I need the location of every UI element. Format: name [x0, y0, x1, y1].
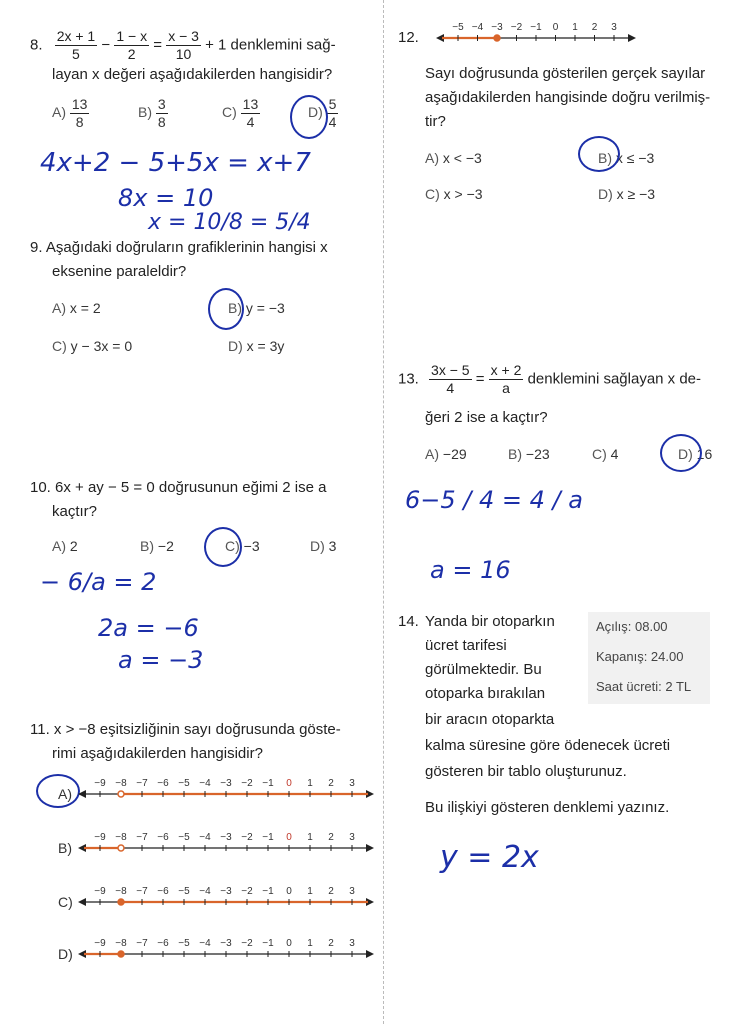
q14-prompt: Bu ilişkiyi gösteren denklemi yazınız. — [425, 799, 670, 816]
q11-line-b-tick-label: −5 — [178, 832, 190, 843]
q11-line-c-tick-label: −6 — [157, 886, 169, 897]
q11-option-b-label[interactable]: B) — [58, 840, 72, 856]
q11-line-b-tick-label: −9 — [94, 832, 106, 843]
q13-frac1: $\frac{3x - 5}{4}$ — [431, 362, 470, 396]
q9-line2: eksenine paraleldir? — [52, 263, 187, 280]
q11-line-a-tick-label: −4 — [199, 778, 211, 789]
q8-option-a[interactable]: A) $\frac{13}{8}$ — [52, 96, 88, 130]
q12-line2: aşağıdakilerden hangisinde doğru verilmiş- — [425, 89, 711, 106]
q11-line-a-tick-label: −7 — [136, 778, 148, 789]
q11-line-b-tick-label: 0 — [286, 832, 292, 843]
q11-line-a-tick-label: −2 — [241, 778, 253, 789]
q9-option-d[interactable]: D) x = 3y — [228, 338, 285, 354]
q12-number-line — [430, 14, 650, 50]
q11-line-a-tick-label: 3 — [349, 778, 355, 789]
q14-line7: gösteren bir tablo oluşturunuz. — [425, 763, 627, 780]
q11-line-d-tick-label: −5 — [178, 938, 190, 949]
q11-line-c-tick-label: 0 — [286, 886, 292, 897]
q11-line-c-endpoint — [118, 899, 124, 905]
q8-option-d[interactable]: D) $\frac{5}{4}$ — [308, 96, 337, 130]
q12-line-endpoint — [494, 35, 500, 41]
q11-line-d-tick-label: −1 — [262, 938, 274, 949]
q13-stem: 13. $\frac{3x - 5}{4}$ = $\frac{x + 2}{a}$ denklemini sağlayan x de- — [398, 362, 702, 396]
q11-line2: rimi aşağıdakilerden hangisidir? — [52, 745, 263, 762]
q12-line-tick-label: −3 — [491, 22, 503, 33]
q11-option-a-label[interactable]: A) — [58, 786, 72, 802]
tariff-closing: Kapanış: 24.00 — [596, 649, 684, 664]
q11-line-c-tick-label: 2 — [328, 886, 334, 897]
q11-line-a-endpoint — [118, 791, 124, 797]
q11-line-a-tick-label: −8 — [115, 778, 127, 789]
q11-line-b-tick-label: −1 — [262, 832, 274, 843]
q11-line1: 11. x > −8 eşitsizliğinin sayı doğrusunda göste- — [30, 721, 341, 738]
q8-number: 8. — [30, 36, 43, 54]
q9-option-a[interactable]: A) x = 2 — [52, 300, 101, 316]
q11-line-b-tick-label: 1 — [307, 832, 313, 843]
q12-line-tick-label: −1 — [530, 22, 542, 33]
q11-line-d-tick-label: −8 — [115, 938, 127, 949]
q11-line-b-tick-label: −4 — [199, 832, 211, 843]
q11-line-b-tick-label: −6 — [157, 832, 169, 843]
q11-line-a-arrow-left — [78, 790, 86, 798]
q10-work-line1: − 6/a = 2 — [40, 568, 157, 596]
q11-line-c-tick-label: 3 — [349, 886, 355, 897]
q14-number: 14. — [398, 613, 419, 630]
q11-line-c-tick-label: −7 — [136, 886, 148, 897]
q12-line-arrow-right — [628, 34, 636, 42]
q12-line-tick-label: −4 — [471, 22, 484, 33]
q14-line2: ücret tarifesi — [425, 637, 507, 654]
q11-option-d-label[interactable]: D) — [58, 946, 73, 962]
q10-work-line3: a = −3 — [118, 646, 204, 674]
q12-answer-circle — [578, 136, 620, 172]
q10-work-line2: 2a = −6 — [98, 614, 199, 642]
q14-line4: otoparka bırakılan — [425, 685, 546, 702]
q11-line-a-tick-label: 1 — [307, 778, 313, 789]
q11-line-a-tick-label: −1 — [262, 778, 274, 789]
q11-line-b-arrow-right — [366, 844, 374, 852]
parking-tariff-box — [588, 612, 710, 704]
q11-line-c-tick-label: −4 — [199, 886, 211, 897]
q8-work-line1: 4x+2 − 5+5x = x+7 — [40, 148, 311, 178]
q11-line-b-tick-label: −8 — [115, 832, 127, 843]
q11-answer-circle — [36, 774, 80, 808]
q11-line-b-tick-label: −2 — [241, 832, 253, 843]
q11-line-d-tick-label: −3 — [220, 938, 232, 949]
q14-line5: bir aracın otoparkta — [425, 711, 555, 728]
q8-frac1: $\frac{2x + 1}{5}$ — [56, 28, 96, 62]
q11-line-b-tick-label: −3 — [220, 832, 232, 843]
q8-line2: layan x değeri aşağıdakilerden hangisidir? — [52, 66, 333, 83]
q14-answer: y = 2x — [440, 840, 539, 875]
q11-line-d-tick-label: 0 — [286, 938, 292, 949]
q13-answer-circle — [660, 434, 702, 472]
q11-line-b-tick-label: 2 — [328, 832, 334, 843]
q10-option-d[interactable]: D) 3 — [310, 538, 337, 554]
q8-work-line2: 8x = 10 — [118, 184, 214, 212]
q13-work-line2: a = 16 — [430, 556, 511, 584]
q11-number-lines — [78, 770, 378, 970]
q11-line-d-endpoint — [118, 951, 124, 957]
q8-work-line3: x = 10/8 = 5/4 — [148, 210, 311, 235]
q12-option-d[interactable]: D) x ≥ −3 — [598, 186, 656, 202]
tariff-opening: Açılış: 08.00 — [596, 619, 668, 634]
q14-line3: görülmektedir. Bu — [425, 661, 542, 678]
q13-option-c[interactable]: C) 4 — [592, 446, 619, 462]
column-divider — [383, 0, 384, 1024]
q12-line3: tir? — [425, 113, 446, 130]
q12-line1: Sayı doğrusunda gösterilen gerçek sayılar — [425, 65, 706, 82]
q8-option-b[interactable]: B) $\frac{3}{8}$ — [138, 96, 166, 130]
q11-line-c-tick-label: −5 — [178, 886, 190, 897]
q12-line-tick-label: −5 — [452, 22, 464, 33]
q11-line-b-tick-label: −7 — [136, 832, 148, 843]
q11-line-b-endpoint — [118, 845, 124, 851]
q13-frac2: $\frac{x + 2}{a}$ — [490, 362, 522, 396]
q11-line-d-tick-label: 2 — [328, 938, 334, 949]
q10-line1: 10. 6x + ay − 5 = 0 doğrusunun eğimi 2 ise a — [30, 479, 327, 496]
q10-option-a[interactable]: A) 2 — [52, 538, 78, 554]
q9-answer-circle — [208, 288, 244, 330]
q11-line-d-tick-label: 1 — [307, 938, 313, 949]
q12-number: 12. — [398, 29, 419, 46]
q12-line-tick-label: 1 — [572, 22, 578, 33]
q11-line-c-arrow-left — [78, 898, 86, 906]
q12-line-tick-label: 2 — [591, 22, 598, 33]
q12-line-tick-label: 0 — [552, 22, 559, 33]
q11-line-d-tick-label: −6 — [157, 938, 169, 949]
q8-frac2: $\frac{1 - x}{2}$ — [116, 28, 148, 62]
q11-line-a-tick-label: −9 — [94, 778, 106, 789]
q11-line-d-tick-label: 3 — [349, 938, 355, 949]
q13-option-d[interactable]: D) 16 — [678, 446, 713, 462]
q11-option-c-label[interactable]: C) — [58, 894, 73, 910]
q12-option-a[interactable]: A) x < −3 — [425, 150, 482, 166]
q12-line-tick-label: −2 — [510, 22, 523, 33]
q12-option-b[interactable]: B) x ≤ −3 — [598, 150, 655, 166]
q13-option-b[interactable]: B) −23 — [508, 446, 550, 462]
q10-option-b[interactable]: B) −2 — [140, 538, 174, 554]
q11-line-a-tick-label: 2 — [328, 778, 334, 789]
q11-line-c-tick-label: 1 — [307, 886, 313, 897]
q13-work-line1: 6−5 / 4 = 4 / a — [405, 486, 583, 514]
q8-option-c[interactable]: C) $\frac{13}{4}$ — [222, 96, 259, 130]
q11-line-d-tick-label: −9 — [94, 938, 106, 949]
q9-line1: 9. Aşağıdaki doğruların grafiklerinin hangisi x — [30, 239, 328, 256]
q11-line-c-tick-label: −9 — [94, 886, 106, 897]
q8-frac3: $\frac{x - 3}{10}$ — [168, 28, 199, 62]
tariff-hourly-fee: Saat ücreti: 2 TL — [596, 679, 692, 694]
q12-line-tick-label: 3 — [611, 22, 617, 33]
q14-line6: kalma süresine göre ödenecek ücreti — [425, 737, 671, 754]
q8-stem: 8. $\frac{2x + 1}{5}$ − $\frac{1 - x}{2}$ = $\frac{x - 3}{10}$ + 1 denklemini sağ- — [30, 28, 336, 62]
q11-line-d-arrow-right — [366, 950, 374, 958]
q11-line-c-tick-label: −8 — [115, 886, 127, 897]
q11-line-a-tick-label: 0 — [286, 778, 292, 789]
q11-line-c-tick-label: −2 — [241, 886, 253, 897]
q11-line-a-tick-label: −5 — [178, 778, 190, 789]
q11-line-d-tick-label: −2 — [241, 938, 253, 949]
q11-line-d-tick-label: −4 — [199, 938, 211, 949]
q13-line2: ğeri 2 ise a kaçtır? — [425, 409, 548, 426]
q9-option-b[interactable]: B) y = −3 — [228, 300, 285, 316]
q13-option-a[interactable]: A) −29 — [425, 446, 467, 462]
q10-line2: kaçtır? — [52, 503, 98, 520]
q9-option-c[interactable]: C) y − 3x = 0 — [52, 338, 133, 354]
q11-line-a-tick-label: −6 — [157, 778, 169, 789]
q14-line1: Yanda bir otoparkın — [425, 613, 555, 630]
q11-line-b-tick-label: 3 — [349, 832, 355, 843]
q8-answer-circle — [290, 95, 328, 139]
q11-line-c-tick-label: −3 — [220, 886, 232, 897]
q11-line-c-tick-label: −1 — [262, 886, 274, 897]
q11-line-a-tick-label: −3 — [220, 778, 232, 789]
q10-option-c[interactable]: C) −3 — [225, 538, 260, 554]
q10-answer-circle — [204, 527, 242, 567]
q11-line-d-tick-label: −7 — [136, 938, 148, 949]
q12-option-c[interactable]: C) x > −3 — [425, 186, 483, 202]
